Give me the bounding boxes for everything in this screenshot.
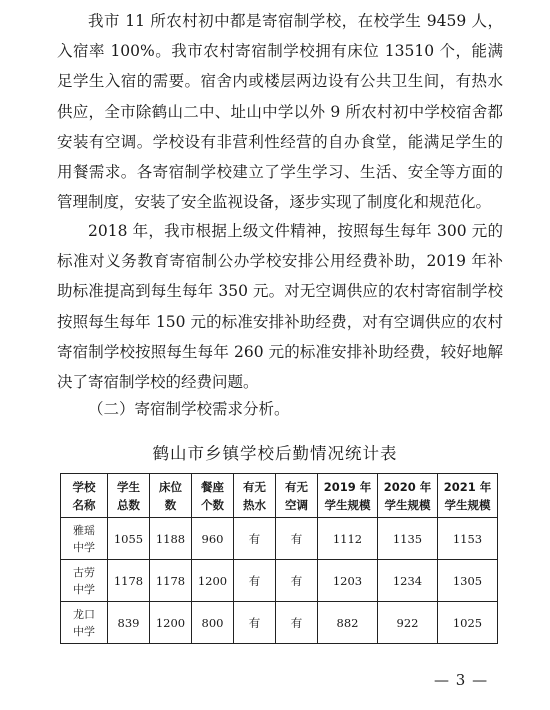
school-name-cell: 雅瑶 中学	[61, 518, 108, 560]
scale-2021-cell: 1025	[438, 602, 498, 644]
header-scale-2019: 2019 年 学生规模	[318, 474, 378, 518]
section-heading: （二）寄宿制学校需求分析。	[88, 400, 290, 418]
scale-2021-cell: 1153	[438, 518, 498, 560]
header-scale-2021: 2021 年 学生规模	[438, 474, 498, 518]
logistics-statistics-table	[60, 473, 498, 644]
table-row	[61, 518, 498, 560]
table-body	[61, 518, 498, 644]
scale-2021-cell: 1305	[438, 560, 498, 602]
scale-2019-cell: 1112	[318, 518, 378, 560]
paragraph-funding: 2018 年，我市根据上级文件精神，按照每生每年 300 元的标准对义务教育寄宿制公办学校安排公用经费补助，2019 年补助标准提高到每生每年 350 元。对无空调供应的农村寄宿制学校按照每生每年 150 元的标准安排补助经费，对有空调供应的农村寄宿制学校按照每生每年 260 元的标准安排补助经费，较好地解决了寄宿制学校的经费问题。	[57, 222, 503, 392]
header-student-total: 学生 总数	[108, 474, 150, 518]
hot-water-cell: 有	[234, 602, 276, 644]
hot-water-cell: 有	[234, 518, 276, 560]
school-name-cell: 古劳 中学	[61, 560, 108, 602]
header-dining-seats: 餐座 个数	[192, 474, 234, 518]
beds-cell: 1200	[150, 602, 192, 644]
header-hot-water: 有无 热水	[234, 474, 276, 518]
header-school-name: 学校 名称	[61, 474, 108, 518]
air-conditioning-cell: 有	[276, 518, 318, 560]
air-conditioning-cell: 有	[276, 560, 318, 602]
scale-2020-cell: 922	[378, 602, 438, 644]
page-number: — 3 —	[434, 671, 489, 689]
dining-seats-cell: 960	[192, 518, 234, 560]
dining-seats-cell: 800	[192, 602, 234, 644]
header-row	[61, 474, 498, 518]
beds-cell: 1178	[150, 560, 192, 602]
hot-water-cell: 有	[234, 560, 276, 602]
student-total-cell: 839	[108, 602, 150, 644]
header-beds: 床位 数	[150, 474, 192, 518]
table-row	[61, 560, 498, 602]
scale-2020-cell: 1234	[378, 560, 438, 602]
beds-cell: 1188	[150, 518, 192, 560]
school-name-cell: 龙口 中学	[61, 602, 108, 644]
paragraph-dormitory-status: 我市 11 所农村初中都是寄宿制学校，在校学生 9459 人，入宿率 100%。我市农村寄宿制学校拥有床位 13510 个，能满足学生入宿的需要。宿舍内或楼层两边设有公共卫生间，有热水供应，全市除鹤山二中、址山中学以外 9 所农村初中学校宿舍都安装有空调。学校设有非营利性经营的自办食堂，能满足学生的用餐需求。各寄宿制学校建立了学生学习、生活、安全等方面的管理制度，安装了安全监视设备，逐步实现了制度化和规范化。	[57, 12, 503, 212]
table-row	[61, 602, 498, 644]
header-scale-2020: 2020 年 学生规模	[378, 474, 438, 518]
scale-2019-cell: 1203	[318, 560, 378, 602]
air-conditioning-cell: 有	[276, 602, 318, 644]
header-air-conditioning: 有无 空调	[276, 474, 318, 518]
dining-seats-cell: 1200	[192, 560, 234, 602]
table-title: 鹤山市乡镇学校后勤情况统计表	[152, 444, 398, 463]
scale-2020-cell: 1135	[378, 518, 438, 560]
student-total-cell: 1178	[108, 560, 150, 602]
table-header	[61, 474, 498, 518]
student-total-cell: 1055	[108, 518, 150, 560]
scale-2019-cell: 882	[318, 602, 378, 644]
